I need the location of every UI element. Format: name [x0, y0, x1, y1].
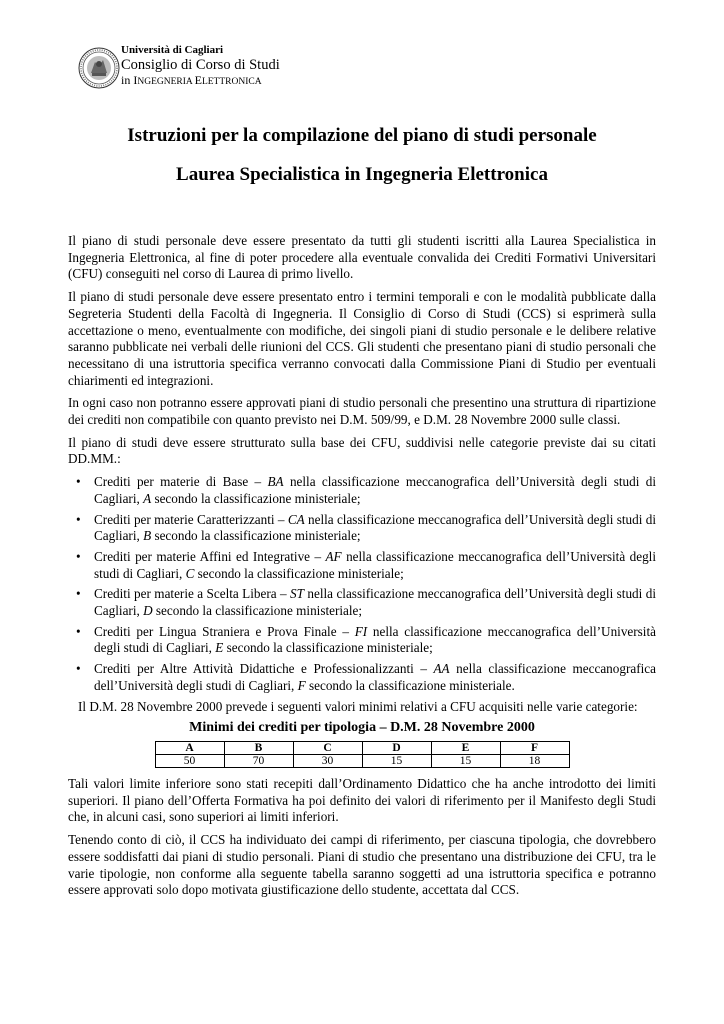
bullet-text: Crediti per Altre Attività Didattiche e Professionalizzanti –: [94, 661, 434, 677]
bullet-text: Crediti per materie a Scelta Libera –: [94, 586, 291, 602]
bullet-text: nella classificazione meccanografica dell’Università degli studi di Cagliari,: [94, 586, 656, 619]
dm-minimum-intro: Il D.M. 28 Novembre 2000 prevede i seguenti valori minimi relativi a CFU acquisiti nelle varie categorie:: [78, 698, 638, 714]
bullet-text: nella classificazione meccanografica dell’Università degli studi di Cagliari,: [94, 548, 656, 581]
document-body: [68, 233, 656, 905]
bullet-text: secondo la classificazione ministeriale;: [223, 640, 433, 656]
class-letter: F: [297, 677, 306, 693]
dept-initial-e: E: [194, 73, 202, 87]
bullet-text: nella classificazione meccanografica dell’Università degli studi di Cagliari,: [94, 474, 657, 506]
category-code: FI: [354, 623, 368, 639]
bullet-text: nella classificazione meccanografica dell’Università degli studi di Cagliari,: [94, 511, 656, 544]
university-seal-icon: [78, 47, 120, 89]
class-letter: A: [143, 490, 152, 506]
list-item: [68, 661, 656, 694]
bullet-text: nella classificazione meccanografica dell’Università degli studi di Cagliari,: [94, 623, 656, 656]
class-letter: C: [185, 565, 195, 581]
table-cell: 15: [362, 754, 431, 767]
table-header-cell: E: [431, 741, 500, 754]
class-letter: E: [215, 640, 224, 656]
bullet-text: nella classificazione meccanografica dell’Università degli studi di Cagliari,: [94, 661, 656, 693]
paragraph: Il piano di studi personale deve essere presentato entro i termini temporali e con le modalità pubblicate dalla Segreteria Studenti della Facoltà di Ingegneria. Il Consiglio di Corso di Studi (CCS) si esprimerà sulla accettazione o meno, eventualmente con modifiche, dei singoli piani di studio personale e le delibere relative saranno pubblicate nei verbali delle riunioni del CCS. Gli studenti che presentano piani di studio personali che necessitano di una istruttoria specifica verranno convocati dalla Commissione Piani di Studio per eventuali chiarimenti ed integrazioni.: [68, 289, 656, 388]
table-header-cell: A: [155, 741, 224, 754]
table-cell: 30: [293, 754, 362, 767]
list-item: [68, 586, 656, 619]
table-header-cell: C: [293, 741, 362, 754]
bullet-text: Crediti per Lingua Straniera e Prova Finale –: [94, 623, 355, 639]
bullet-text: Crediti per materie di Base –: [94, 474, 268, 490]
class-letter: B: [143, 528, 152, 544]
council-name: Consiglio di Corso di Studi: [121, 57, 280, 73]
list-item: [68, 474, 656, 507]
credit-category-list: [68, 474, 656, 694]
bullet-text: Crediti per materie Affini ed Integrative –: [94, 548, 326, 564]
bullet-text: Crediti per materie Caratterizzanti –: [94, 511, 288, 527]
table-cell: 50: [155, 754, 224, 767]
bullet-text: secondo la classificazione ministeriale.: [305, 677, 515, 693]
list-item: [68, 549, 656, 582]
list-item: [68, 624, 656, 657]
bullet-text: secondo la classificazione ministeriale;: [151, 490, 361, 506]
dept-initial-i: I: [133, 73, 138, 87]
table-header-cell: F: [500, 741, 569, 754]
list-item: [68, 512, 656, 545]
table-header-cell: B: [224, 741, 293, 754]
department-name: [121, 73, 280, 90]
paragraph: Tali valori limite inferiore sono stati recepiti dall’Ordinamento Didattico che ha anche introdotto dei limiti superiori. Il piano dell’Offerta Formativa ha poi definito dei valori di riferimento per il Manifesto degli Studi che, in alcuni casi, sono superiori ai limiti inferiori.: [68, 775, 656, 825]
category-code: BA: [267, 474, 284, 490]
table-caption: Minimi dei crediti per tipologia – D.M. 28 Novembre 2000: [189, 720, 535, 736]
category-code: AA: [433, 661, 450, 677]
dept-word-2: LETTRONICA: [201, 77, 262, 87]
document-title: Istruzioni per la compilazione del piano di studi personale: [127, 125, 597, 146]
paragraph: Il piano di studi personale deve essere presentato da tutti gli studenti iscritti alla Laurea Specialistica in Ingegneria Elettronica, al fine di poter procedere alla eventuale convalida dei Crediti Formativi Universitari (CFU) conseguiti nel corso di Laurea di primo livello.: [68, 233, 656, 282]
dept-word-1: NGEGNERIA: [137, 77, 195, 87]
paragraph: Il piano di studi deve essere strutturato sulla base dei CFU, suddivisi nelle categorie previste dai su citati DD.MM.:: [68, 434, 656, 467]
class-letter: D: [143, 603, 153, 619]
minimum-credits-table: [155, 741, 570, 768]
category-code: CA: [287, 511, 305, 527]
table-cell: 18: [500, 754, 569, 767]
university-name: Università di Cagliari: [121, 44, 224, 56]
table-header-cell: D: [362, 741, 431, 754]
paragraph: Tenendo conto di ciò, il CCS ha individuato dei campi di riferimento, per ciascuna tipologia, che dovrebbero essere soddisfatti dai piani di studio personali. Piani di studio che presentano una distribuzione dei CFU, tra le varie tipologie, non conforme alla seguente tabella saranno soggetti ad una istruttoria specifica e potranno essere approvati solo dopo motivata giustificazione dello studente, accettata dal CCS.: [68, 832, 656, 898]
bullet-text: secondo la classificazione ministeriale;: [151, 528, 361, 544]
dept-prefix: in: [121, 73, 134, 87]
bullet-text: secondo la classificazione ministeriale;: [194, 565, 404, 581]
category-code: ST: [290, 586, 304, 602]
document-subtitle: Laurea Specialistica in Ingegneria Elettronica: [176, 164, 548, 185]
paragraph: In ogni caso non potranno essere approvati piani di studio personali che presentino una struttura di ripartizione dei crediti non compatibile con quanto previsto nei D.M. 509/99, e D.M. 28 Novembre 2000 sulle classi.: [68, 395, 656, 428]
table-cell: 15: [431, 754, 500, 767]
table-header-row: [155, 741, 569, 754]
category-code: AF: [325, 548, 342, 564]
bullet-text: secondo la classificazione ministeriale;: [152, 603, 363, 619]
table-cell: 70: [224, 754, 293, 767]
table-row: [155, 754, 569, 767]
